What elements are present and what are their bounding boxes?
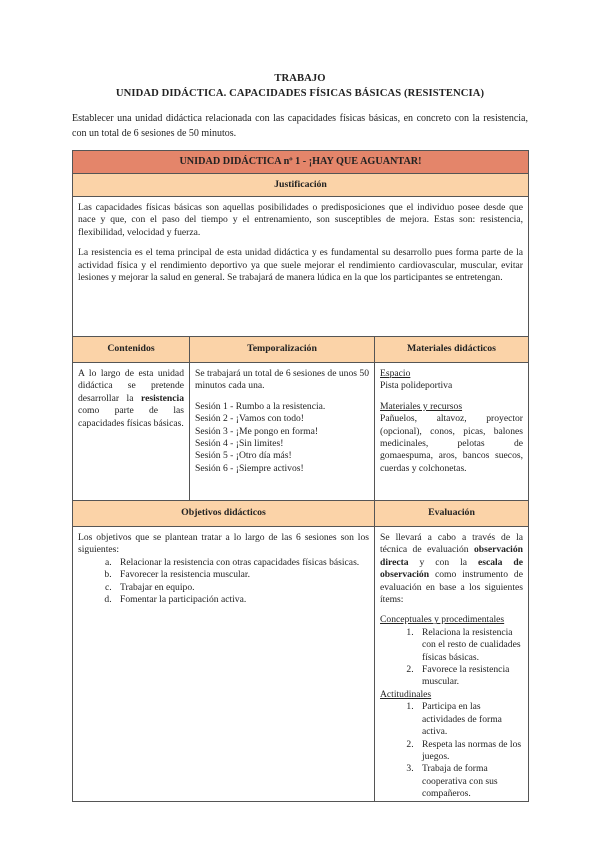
- espacio-label: Espacio: [380, 368, 411, 379]
- objetivos-list: [78, 557, 369, 607]
- evaluacion-body: [375, 527, 529, 802]
- list-item: c. Trabajar en equipo.: [114, 582, 369, 594]
- recursos-value: Pañuelos, altavoz, proyector (opcional), conos, picas, balones medicinales, pelotas de gomaespuma, aros, bancos suecos, cuerdas y colchonetas.: [380, 413, 523, 474]
- list-item: 2. Respeta las normas de los juegos.: [416, 739, 523, 764]
- actitudinales-list: [380, 701, 523, 800]
- resistencia-bold: resistencia: [141, 392, 184, 404]
- session-item: Sesión 1 - Rumbo a la resistencia.: [195, 400, 326, 412]
- objetivos-intro: Los objetivos que se plantean tratar a lo largo de las 6 sesiones son los siguientes:: [78, 532, 369, 556]
- temporalizacion-intro: Se trabajará un total de 6 sesiones de unos 50 minutos cada una.: [195, 368, 369, 392]
- session-item: Sesión 5 - ¡Otro día más!: [195, 450, 292, 462]
- contenidos-heading: Contenidos: [73, 337, 190, 363]
- list-item: d. Fomentar la participación activa.: [114, 594, 369, 606]
- unit-title: UNIDAD DIDÁCTICA nº 1 - ¡HAY QUE AGUANTAR!: [73, 151, 529, 174]
- list-item: b. Favorecer la resistencia muscular.: [114, 569, 369, 581]
- materiales-body: [375, 363, 529, 501]
- conceptuales-label: Conceptuales y procedimentales: [380, 614, 505, 626]
- evaluacion-heading: Evaluación: [375, 501, 529, 527]
- objetivos-body: [73, 527, 375, 802]
- session-item: Sesión 3 - ¡Me pongo en forma!: [195, 425, 319, 437]
- list-item: 1. Relaciona la resistencia con el resto de cualidades físicas básicas.: [416, 627, 523, 664]
- doc-subtitle: UNIDAD DIDÁCTICA. CAPACIDADES FÍSICAS BÁSICAS (RESISTENCIA): [115, 88, 485, 99]
- temporalizacion-body: [190, 363, 375, 501]
- justificacion-heading: Justificación: [73, 174, 529, 197]
- actitudinales-label: Actitudinales: [380, 688, 432, 700]
- intro-paragraph: Establecer una unidad didáctica relacionada con las capacidades físicas básicas, en concreto con la resistencia, con un total de 6 sesiones de 50 minutos.: [72, 113, 528, 139]
- doc-title: TRABAJO: [274, 73, 326, 84]
- list-item: 2. Favorece la resistencia muscular.: [416, 664, 523, 689]
- list-item: a. Relacionar la resistencia con otras capacidades físicas básicas.: [114, 557, 369, 569]
- objetivos-heading: Objetivos didácticos: [73, 501, 375, 527]
- recursos-label: Materiales y recursos: [380, 400, 463, 412]
- evaluacion-intro: Se llevará a cabo a través de la técnica de evaluación observación directa y con la escala de observación como instrumento de evaluación en base a los siguientes ítems:: [380, 532, 523, 606]
- justificacion-body: [73, 197, 529, 337]
- espacio-value: Pista polideportiva: [380, 380, 453, 392]
- contenidos-body: A lo largo de esta unidad didáctica se pretende desarrollar la resistencia como parte de las capacidades físicas básicas.: [73, 363, 190, 501]
- session-item: Sesión 6 - ¡Siempre activos!: [195, 462, 304, 474]
- session-item: Sesión 4 - ¡Sin limites!: [195, 438, 284, 450]
- list-item: 1. Participa en las actividades de forma activa.: [416, 701, 523, 738]
- justificacion-paragraph-1: Las capacidades físicas básicas son aquellas posibilidades o predisposiciones que el individuo posee desde que nace y que, con el paso del tiempo y el entrenamiento, son susceptibles de mejora. Estas son: resistencia, flexibilidad, velocidad y fuerza.: [78, 202, 523, 238]
- conceptuales-list: [380, 627, 523, 689]
- unit-table: [72, 150, 529, 802]
- temporalizacion-heading: Temporalización: [190, 337, 375, 363]
- session-item: Sesión 2 - ¡Vamos con todo!: [195, 413, 304, 425]
- list-item: 3. Trabaja de forma cooperativa con sus compañeros.: [416, 763, 523, 800]
- materiales-heading: Materiales didácticos: [375, 337, 529, 363]
- justificacion-paragraph-2: La resistencia es el tema principal de esta unidad didáctica y es fundamental su desarrollo pues forma parte de la actividad física y el rendimiento deportivo ya que suele mejorar el rendimiento cardiovascular, muscular, evitar lesiones y mejorar la salud en general. Se trabajará de manera lúdica en la que los participantes se entretengan.: [78, 247, 523, 284]
